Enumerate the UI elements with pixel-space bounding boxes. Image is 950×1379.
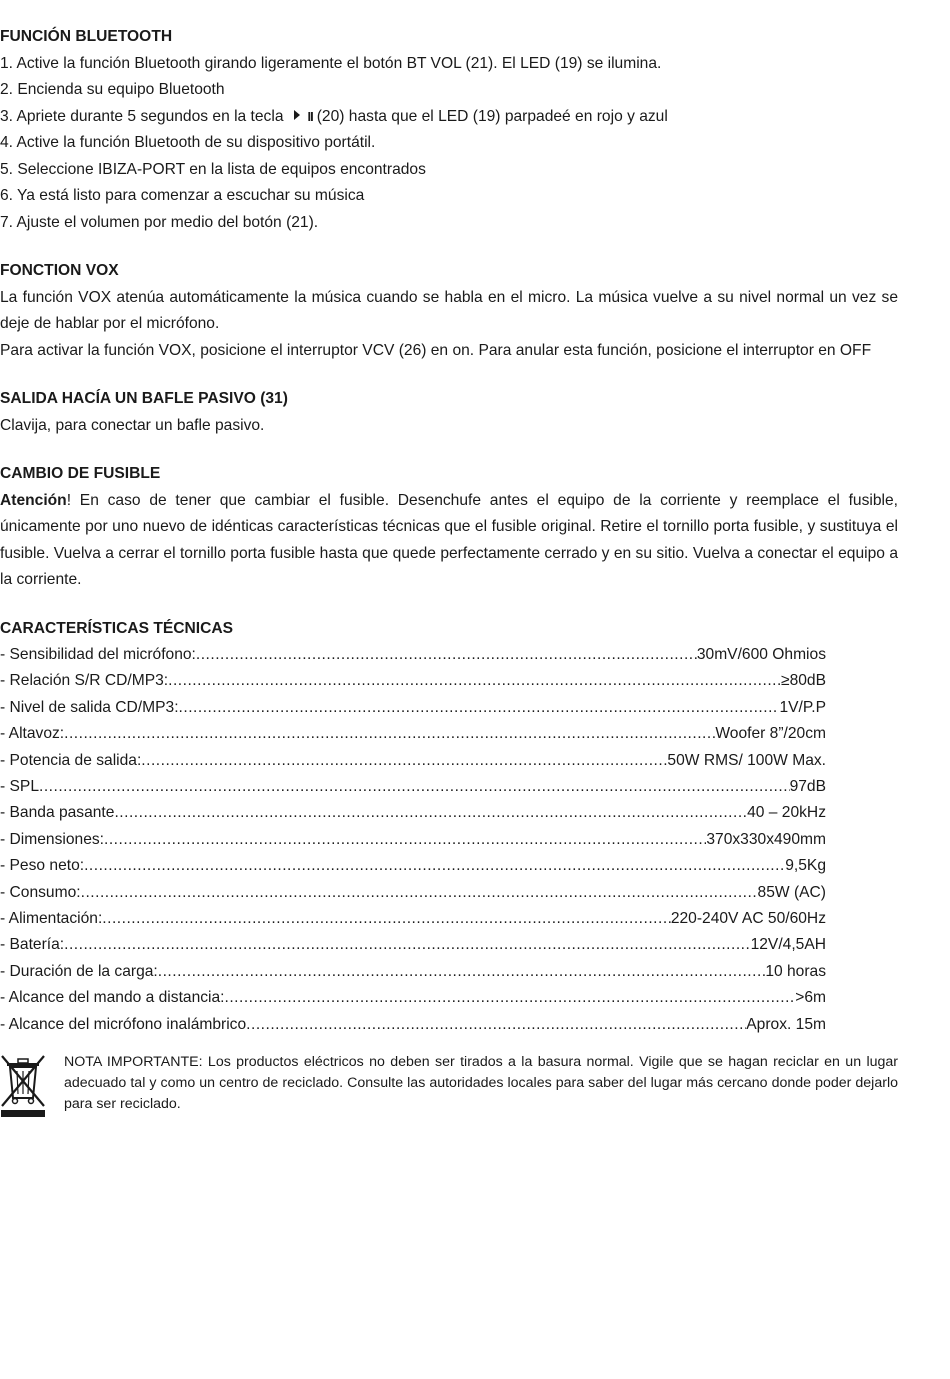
spec-value: 1V/P.P [779, 698, 826, 716]
spec-row [0, 853, 826, 879]
spec-label: - Dimensiones: [0, 830, 104, 848]
bluetooth-section [0, 24, 898, 236]
vox-section [0, 258, 898, 364]
spec-label: - Consumo: [0, 883, 81, 901]
spec-value: 9,5Kg [785, 857, 826, 875]
spec-label: - Alcance del micrófono inalámbrico [0, 1015, 247, 1033]
spec-row [0, 985, 826, 1011]
spec-value: 220-240V AC 50/60Hz [670, 910, 826, 928]
spec-row [0, 721, 826, 747]
spec-row [0, 642, 826, 668]
spacer [0, 236, 898, 258]
weee-crossed-bin-icon [0, 1054, 46, 1118]
bluetooth-step-7: 7. Ajuste el volumen por medio del botón (21). [0, 213, 319, 231]
leader-dots [114, 800, 747, 826]
spec-value: 40 – 20kHz [747, 804, 826, 822]
bluetooth-step-5: 5. Seleccione IBIZA-PORT en la lista de equipos encontrados [0, 160, 426, 178]
spec-row [0, 774, 826, 800]
pause-icon: II [307, 108, 313, 124]
vox-heading: FONCTION VOX [0, 262, 119, 279]
leader-dots [196, 642, 697, 668]
spec-label: - SPL [0, 778, 39, 796]
spec-label: - Relación S/R CD/MP3: [0, 672, 169, 690]
recycling-note-text: NOTA IMPORTANTE: Los productos eléctricos no deben ser tirados a la basura normal. Vigile que se hagan reciclar en un lugar adecuado tal y como un centro de reciclado. Consulte las autoridades locales para saber del lugar más cercano donde poder dejarlo para ser reciclado. [64, 1054, 898, 1113]
spacer [0, 439, 898, 461]
bluetooth-step-3-start: 3. Apriete durante 5 segundos en la tecla [0, 107, 284, 125]
spec-row [0, 959, 826, 985]
fuse-section [0, 461, 898, 594]
leader-dots [102, 906, 671, 932]
spec-row [0, 748, 826, 774]
spec-label: - Altavoz: [0, 725, 65, 743]
spec-label: - Alcance del mando a distancia: [0, 989, 225, 1007]
bluetooth-step-3 [0, 104, 898, 131]
spec-label: - Alimentación: [0, 910, 103, 928]
spec-value: ≥80dB [781, 672, 826, 690]
spec-label: - Peso neto: [0, 857, 85, 875]
vox-paragraph-2: Para activar la función VOX, posicione el interruptor VCV (26) en on. Para anular esta función, posicione el interruptor en OFF [0, 341, 872, 359]
spec-row [0, 1012, 826, 1038]
spec-value: 85W (AC) [757, 883, 826, 901]
spec-value: 12V/4,5AH [750, 936, 826, 954]
spec-value: 97dB [789, 778, 826, 796]
fuse-paragraph [0, 488, 898, 594]
spec-row [0, 668, 826, 694]
recycling-note [0, 1052, 898, 1122]
spec-label: - Banda pasante [0, 804, 115, 822]
leader-dots [64, 721, 715, 747]
leader-dots [104, 827, 706, 853]
spacer [0, 594, 898, 616]
leader-dots [179, 695, 780, 721]
bluetooth-step-4: 4. Active la función Bluetooth de su dispositivo portátil. [0, 134, 376, 151]
passive-output-heading: SALIDA HACÍA UN BAFLE PASIVO (31) [0, 390, 288, 407]
passive-output-section [0, 386, 898, 439]
spec-value: Aprox. 15m [746, 1015, 826, 1033]
leader-dots [39, 774, 790, 800]
leader-dots [246, 1012, 746, 1038]
spec-label: - Sensibilidad del micrófono: [0, 646, 196, 663]
bluetooth-step-2: 2. Encienda su equipo Bluetooth [0, 81, 225, 98]
vox-paragraph-1: La función VOX atenúa automáticamente la música cuando se habla en el micro. La música vuelve a su nivel normal un vez se deje de hablar por el micrófono. [0, 288, 898, 332]
leader-dots [141, 748, 667, 774]
spec-row [0, 695, 826, 721]
spec-row [0, 827, 826, 853]
leader-dots [84, 853, 785, 879]
spec-row [0, 932, 826, 958]
bluetooth-step-3-end: (20) hasta que el LED (19) parpadeé en rojo y azul [316, 107, 668, 125]
spec-value: 30mV/600 Ohmios [696, 646, 826, 663]
passive-output-text: Clavija, para conectar un bafle pasivo. [0, 416, 265, 434]
spec-row [0, 880, 826, 906]
spec-value: >6m [795, 989, 826, 1007]
specs-section [0, 616, 898, 1039]
spec-value: 370x330x490mm [706, 830, 826, 848]
fuse-warning-word: Atención [0, 491, 67, 509]
spec-value: 10 horas [765, 962, 826, 980]
spec-row [0, 800, 826, 826]
specs-list [0, 642, 826, 1038]
spec-value: 50W RMS/ 100W Max. [667, 751, 826, 769]
leader-dots [64, 932, 750, 958]
spec-label: - Potencia de salida: [0, 751, 142, 769]
leader-dots [81, 880, 758, 906]
leader-dots [158, 959, 766, 985]
spec-label: - Duración de la carga: [0, 962, 158, 980]
fuse-heading: CAMBIO DE FUSIBLE [0, 465, 161, 482]
manual-page [0, 24, 898, 1122]
spec-label: - Nivel de salida CD/MP3: [0, 698, 179, 716]
leader-dots [225, 985, 796, 1011]
play-icon [294, 110, 300, 120]
bluetooth-step-6: 6. Ya está listo para comenzar a escuchar su música [0, 187, 365, 204]
spec-value: Woofer 8”/20cm [715, 725, 826, 743]
specs-heading: CARACTERÍSTICAS TÉCNICAS [0, 619, 234, 637]
spacer [0, 364, 898, 386]
spec-label: - Batería: [0, 936, 65, 954]
fuse-paragraph-text: ! En caso de tener que cambiar el fusible. Desenchufe antes el equipo de la corriente y reemplace el fusible, únicamente por uno nuevo de idénticas características técnicas que el fusible original. Retire el tornillo porta fusible, y sustituya el fusible. Vuelva a cerrar el tornillo porta fusible hasta que quede perfectamente cerrado y en su sitio. Vuelva a conectar el equipo a la corriente. [0, 491, 898, 588]
leader-dots [168, 668, 781, 694]
bluetooth-heading: FUNCIÓN BLUETOOTH [0, 28, 173, 45]
spec-row [0, 906, 826, 932]
bluetooth-step-1: 1. Active la función Bluetooth girando ligeramente el botón BT VOL (21). El LED (19) se ilumina. [0, 54, 662, 72]
